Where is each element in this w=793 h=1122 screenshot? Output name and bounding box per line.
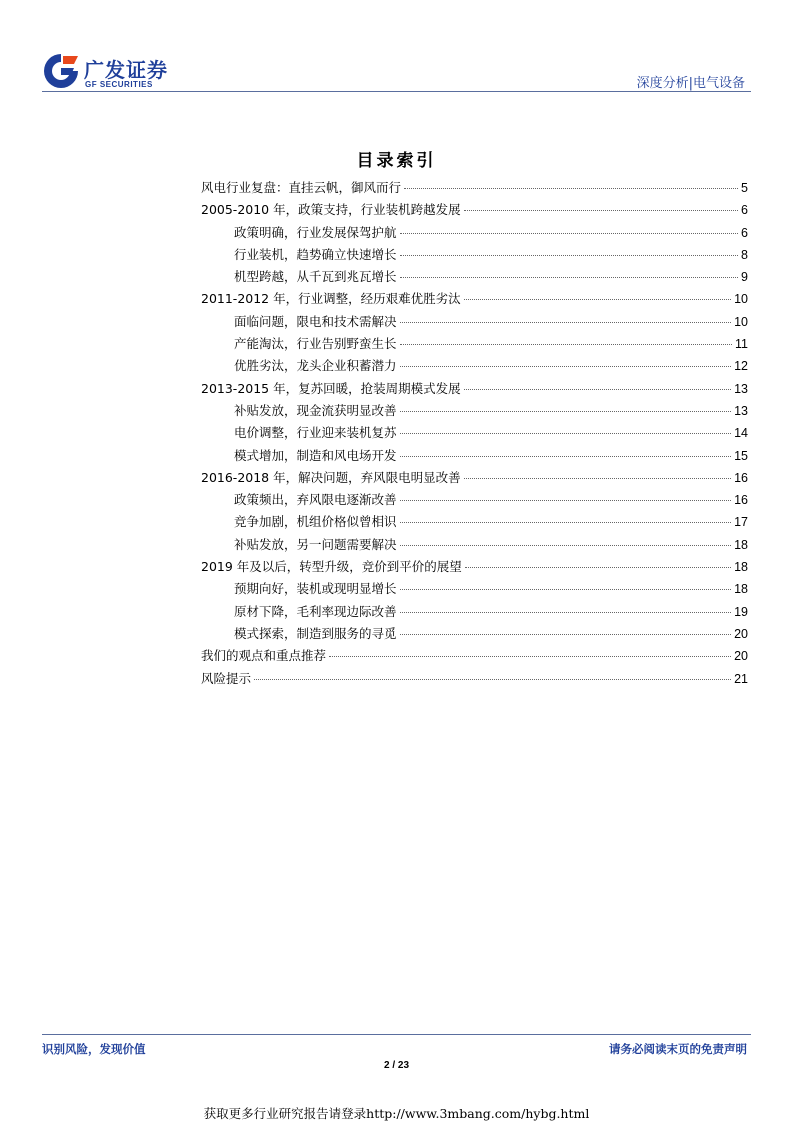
toc-entry-page: 20 (734, 626, 748, 641)
toc-entry-label: 风电行业复盘：直挂云帆，御风而行 (201, 180, 402, 195)
toc-entry-label: 补贴发放，现金流获明显改善 (234, 402, 397, 418)
toc-leader-dots (465, 567, 731, 568)
toc-entry-label: 政策频出，弃风限电逐渐改善 (234, 492, 397, 508)
toc-leader-dots (464, 389, 731, 390)
toc-entry[interactable] (201, 646, 748, 668)
toc-leader-dots (400, 255, 739, 256)
toc-leader-dots (400, 344, 733, 345)
footer-divider (42, 1034, 751, 1035)
toc-entry[interactable] (201, 468, 748, 490)
toc-entry-page: 11 (735, 337, 748, 352)
toc-entry-label: 预期向好，装机或现明显增长 (234, 581, 397, 597)
toc-entry-page: 18 (734, 582, 748, 597)
toc-entry[interactable] (201, 356, 748, 378)
toc-entry-page: 15 (734, 448, 748, 463)
toc-leader-dots (464, 210, 738, 211)
toc-entry-page: 6 (741, 225, 748, 240)
toc-entry[interactable] (201, 245, 748, 267)
toc-entry-page: 13 (734, 381, 748, 396)
toc-leader-dots (400, 634, 732, 635)
gf-logo-icon (42, 52, 80, 90)
toc-title: 目录索引 (356, 151, 437, 171)
toc-entry[interactable] (201, 379, 748, 401)
toc-entry-page: 9 (741, 270, 748, 285)
toc-leader-dots (329, 656, 731, 657)
toc-entry-page: 16 (734, 493, 748, 508)
toc-entry-page: 14 (734, 426, 748, 441)
toc-entry-page: 17 (734, 515, 748, 530)
toc-entry-label: 我们的观点和重点推荐 (201, 648, 327, 664)
toc-entry[interactable] (201, 490, 748, 512)
toc-entry-label: 2013-2015 年，复苏回暖，抢装周期模式发展 (201, 380, 461, 396)
toc-entry-page: 10 (734, 292, 748, 307)
toc-leader-dots (400, 277, 739, 278)
toc-entry-page: 12 (734, 359, 748, 374)
toc-entry-page: 5 (741, 181, 748, 195)
download-link-note[interactable]: 获取更多行业研究报告请登录http://www.3mbang.com/hybg.html (203, 1106, 590, 1121)
header-divider (42, 91, 751, 92)
toc-leader-dots (400, 522, 732, 523)
toc-entry[interactable] (201, 178, 748, 200)
footer-slogan: 识别风险，发现价值 (42, 1042, 146, 1056)
toc-entry[interactable] (201, 535, 748, 557)
toc-entry[interactable] (201, 423, 748, 445)
gf-securities-logo (42, 52, 172, 94)
toc-leader-dots (400, 411, 732, 412)
toc-entry-page: 16 (734, 470, 748, 485)
logo-english-name: GF SECURITIES (85, 80, 153, 89)
toc-entry[interactable] (201, 669, 748, 691)
toc-entry-page: 18 (734, 560, 748, 575)
toc-entry-label: 补贴发放，另一问题需要解决 (234, 536, 397, 552)
toc-entry[interactable] (201, 223, 748, 245)
toc-entry-label: 电价调整，行业迎来装机复苏 (234, 425, 397, 441)
toc-entry[interactable] (201, 602, 748, 624)
toc-entry[interactable] (201, 334, 748, 356)
toc-entry[interactable] (201, 267, 748, 289)
toc-entry-label: 2005-2010 年，政策支持，行业装机跨越发展 (201, 202, 461, 218)
toc-entry[interactable] (201, 557, 748, 579)
toc-entry-page: 6 (741, 203, 748, 218)
toc-entry-page: 18 (734, 537, 748, 552)
toc-entry-label: 行业装机，趋势确立快速增长 (234, 246, 397, 262)
toc-entry-label: 2011-2012 年，行业调整，经历艰难优胜劣汰 (201, 291, 461, 307)
toc-entry[interactable] (201, 200, 748, 222)
toc-leader-dots (400, 322, 732, 323)
toc-entry-page: 20 (734, 649, 748, 664)
toc-entry-label: 面临问题，限电和技术需解决 (234, 313, 397, 329)
toc-entry-label: 2019 年及以后，转型升级，竞价到平价的展望 (201, 559, 462, 575)
page-number: 2 / 23 (383, 1060, 410, 1071)
table-of-contents (201, 178, 748, 691)
toc-entry[interactable] (201, 401, 748, 423)
toc-leader-dots (400, 500, 732, 501)
toc-entry-page: 13 (734, 403, 748, 418)
report-category: 深度分析|电气设备 (636, 76, 745, 91)
toc-entry-label: 模式探索，制造到服务的寻觅 (234, 625, 397, 641)
toc-leader-dots (400, 233, 739, 234)
toc-entry-page: 8 (741, 247, 748, 262)
toc-leader-dots (404, 188, 738, 189)
toc-leader-dots (400, 366, 732, 367)
toc-entry-label: 原材下降，毛利率现边际改善 (234, 603, 397, 619)
toc-entry[interactable] (201, 624, 748, 646)
toc-entry[interactable] (201, 512, 748, 534)
toc-leader-dots (400, 545, 732, 546)
toc-entry-page: 21 (734, 671, 748, 686)
toc-leader-dots (400, 433, 732, 434)
toc-entry-label: 风险提示 (201, 670, 252, 686)
footer-disclaimer-note: 请务必阅读末页的免责声明 (609, 1042, 747, 1056)
toc-leader-dots (400, 589, 732, 590)
toc-leader-dots (464, 299, 731, 300)
toc-entry-label: 优胜劣汰，龙头企业积蓄潜力 (234, 358, 397, 374)
toc-entry-label: 政策明确，行业发展保驾护航 (234, 224, 397, 240)
toc-entry[interactable] (201, 289, 748, 311)
toc-entry-page: 19 (734, 604, 748, 619)
toc-entry-label: 竞争加剧，机组价格似曾相识 (234, 514, 397, 530)
toc-entry[interactable] (201, 446, 748, 468)
toc-leader-dots (400, 612, 732, 613)
toc-leader-dots (254, 679, 731, 680)
toc-leader-dots (400, 456, 732, 457)
toc-entry-label: 产能淘汰，行业告别野蛮生长 (234, 336, 397, 352)
toc-leader-dots (464, 478, 731, 479)
toc-entry-page: 10 (734, 314, 748, 329)
toc-entry-label: 2016-2018 年，解决问题，弃风限电明显改善 (201, 469, 461, 485)
toc-entry-label: 机型跨越，从千瓦到兆瓦增长 (234, 269, 397, 285)
toc-entry[interactable] (201, 312, 748, 334)
logo-chinese-name: 广发证券 (84, 58, 168, 82)
toc-entry-label: 模式增加，制造和风电场开发 (234, 447, 397, 463)
toc-entry[interactable] (201, 579, 748, 601)
